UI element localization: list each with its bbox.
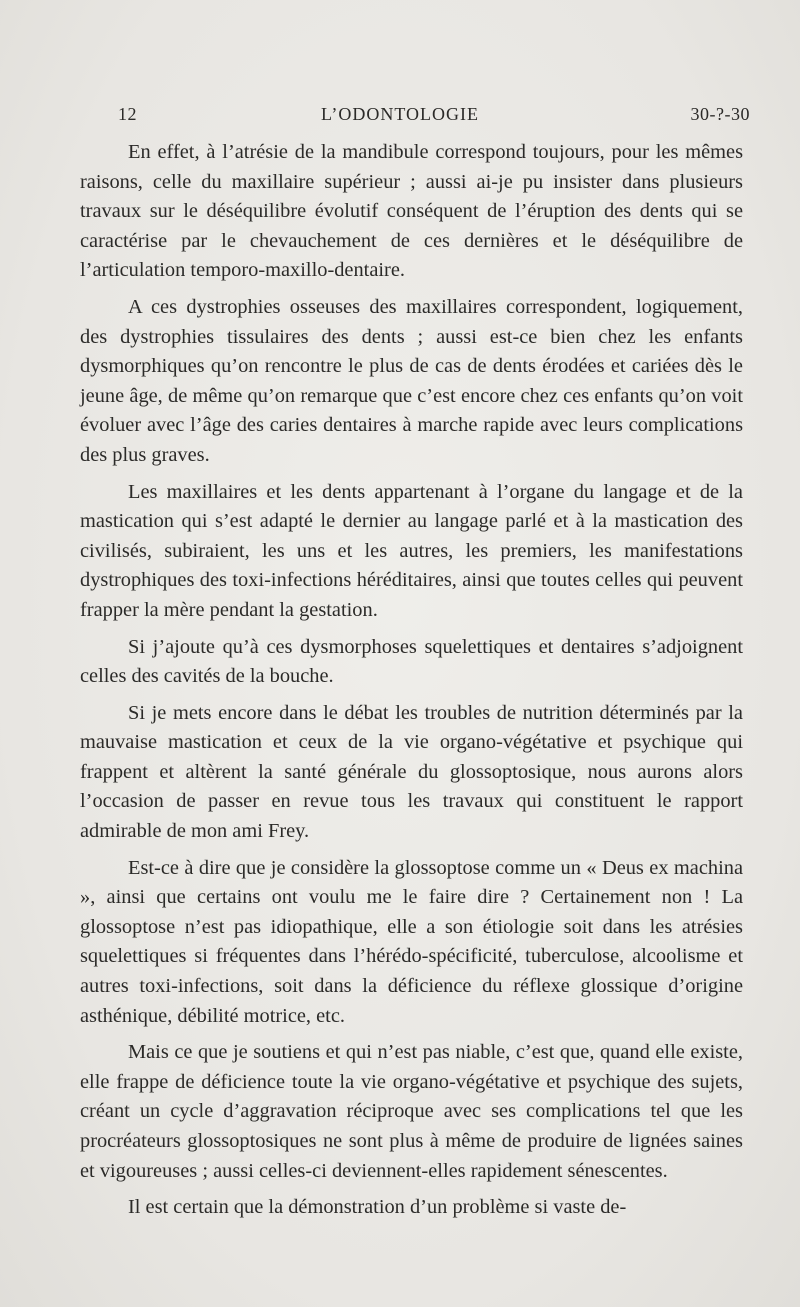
running-head (0, 104, 800, 128)
paragraph: Il est certain que la démonstration d’un problème si vaste de- (128, 1196, 627, 1219)
issue-date: 30-?-30 (690, 104, 750, 124)
paragraph: Est-ce à dire que je considère la glossoptose comme un « Deus ex machina », ainsi que certains ont voulu me le faire dire ? Certainement non ! La glossoptose n’est pas idiopathique, elle a son étiologie soit dans les atrésies squelettiques si fréquentes dans l’hérédo-spécificité, tuberculose, alcoolisme et autres toxi-infections, soit dans la déficience du réflexe glossique d’origine asthénique, débilité motrice, etc. (80, 856, 743, 1027)
body-text (80, 138, 743, 1230)
paragraph: Mais ce que je soutiens et qui n’est pas niable, c’est que, quand elle existe, elle frappe de déficience toute la vie organo-végétative et psychique des sujets, créant un cycle d’aggravation réciproque avec ses complications tel que les procréateurs glossoptosiques ne sont plus à même de produire de lignées saines et vigoureuses ; aussi celles-ci deviennent-elles rapidement sénescentes. (80, 1041, 743, 1182)
paragraph: Si je mets encore dans le débat les troubles de nutrition déterminés par la mauvaise mastication et ceux de la vie organo-végétative et psychique qui frappent et altèrent la santé générale du glossoptosique, nous aurons alors l’occasion de passer en revue tous les travaux qui constituent le rapport admirable de mon ami Frey. (80, 701, 743, 843)
paragraph: Si j’ajoute qu’à ces dysmorphoses squelettiques et dentaires s’adjoignent celles des cavités de la bouche. (80, 635, 743, 688)
paragraph: Les maxillaires et les dents appartenant à l’organe du langage et de la mastication qui s’est adapté le dernier au langage parlé et à la mastication des civilisés, subiraient, les uns et les autres, les premiers, les manifestations dystrophiques des toxi-infections héréditaires, ainsi que toutes celles qui peuvent frapper la mère pendant la gestation. (80, 480, 743, 621)
page-number: 12 (118, 104, 137, 124)
paragraph: En effet, à l’atrésie de la mandibule correspond toujours, pour les mêmes raisons, celle du maxillaire supérieur ; aussi ai-je pu insister dans plusieurs travaux sur le déséquilibre évolutif conséquent de l’éruption des dents qui se caractérise par le chevauchement de ces dernières et le déséquilibre de l’articulation temporo-maxillo-dentaire. (80, 141, 743, 282)
journal-title: L’ODONTOLOGIE (321, 104, 479, 124)
paragraph: A ces dystrophies osseuses des maxillaires correspondent, logiquement, des dystrophies tissulaires des dents ; aussi est-ce bien chez les enfants dysmorphiques qu’on rencontre le plus de cas de dents érodées et cariées dès le jeune âge, de même qu’on remarque que c’est encore chez ces enfants qu’on voit évoluer avec l’âge des caries dentaires à marche rapide avec leurs complications des plus graves. (80, 295, 743, 466)
